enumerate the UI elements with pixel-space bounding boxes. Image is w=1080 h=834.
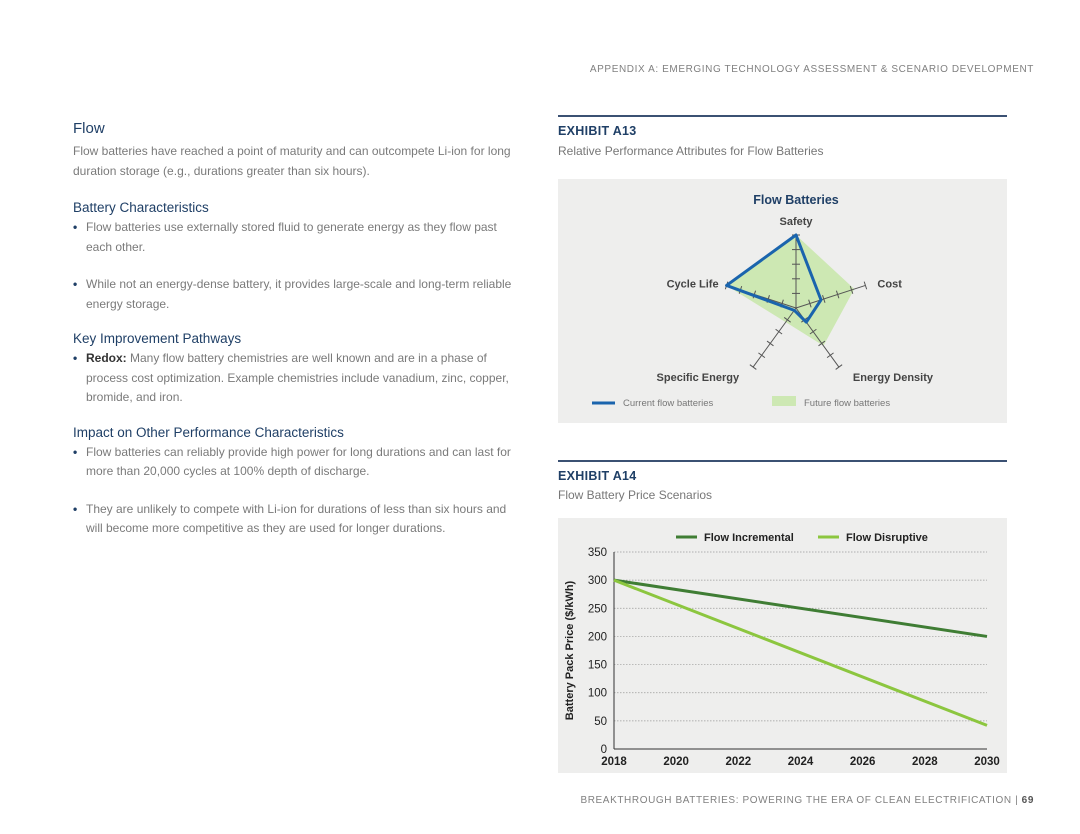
x-tick-label: 2028 <box>912 756 938 768</box>
exhibit-a13-subtitle: Relative Performance Attributes for Flow Batteries <box>558 144 824 158</box>
y-tick-label: 200 <box>587 631 607 644</box>
line-chart <box>558 518 1007 773</box>
legend-label: Flow Disruptive <box>846 532 928 544</box>
radar-chart <box>558 179 1007 423</box>
bullet-item: • Flow batteries use externally stored fluid to generate energy as they flow past each other. <box>73 218 525 257</box>
y-tick-label: 150 <box>587 659 607 672</box>
exhibit-a14-subtitle: Flow Battery Price Scenarios <box>558 488 713 502</box>
legend-label: Flow Incremental <box>704 532 794 544</box>
heading-battery-characteristics: Battery Characteristics <box>73 200 209 215</box>
bullet-item: • They are unlikely to compete with Li-ion for durations of less than six hours and will become more competitive as they are used for longer durations. <box>73 500 525 539</box>
x-tick-label: 2030 <box>974 756 1000 768</box>
radar-tick <box>767 341 773 346</box>
y-tick-label: 50 <box>594 715 607 728</box>
radar-axis-label: Cycle Life <box>666 278 719 291</box>
radar-axis-label: Specific Energy <box>656 372 740 385</box>
radar-tick <box>776 329 782 334</box>
legend-current-label: Current flow batteries <box>623 398 714 409</box>
bullet-item: • While not an energy-dense battery, it provides large-scale and long-term reliable energy storage. <box>73 275 525 314</box>
radar-axis-label: Cost <box>877 278 902 291</box>
section-title: Flow <box>73 120 105 137</box>
series-line-flow-disruptive <box>614 580 987 725</box>
radar-axis-label: Energy Density <box>852 372 934 385</box>
x-tick-label: 2026 <box>849 756 876 768</box>
left-column <box>73 120 525 539</box>
radar-tick <box>827 353 833 358</box>
x-tick-label: 2020 <box>663 756 689 768</box>
heading-impact: Impact on Other Performance Characteristics <box>73 424 344 440</box>
running-header: APPENDIX A: EMERGING TECHNOLOGY ASSESSMENT & SCENARIO DEVELOPMENT <box>589 64 1034 75</box>
radar-future-area <box>727 235 855 346</box>
radar-tick <box>836 365 842 370</box>
y-tick-label: 100 <box>587 687 607 700</box>
series-line-flow-incremental <box>614 580 987 636</box>
y-axis-label: Battery Pack Price ($/kWh) <box>564 580 576 721</box>
line-chart-panel <box>558 518 1007 773</box>
exhibit-a14-label: EXHIBIT A14 <box>558 469 637 483</box>
y-tick-label: 350 <box>587 547 607 559</box>
x-tick-label: 2022 <box>725 756 752 768</box>
radar-axis-line <box>753 308 796 367</box>
exhibit-a13-label: EXHIBIT A13 <box>558 124 637 138</box>
x-tick-label: 2024 <box>787 756 814 768</box>
y-tick-label: 300 <box>587 575 607 588</box>
page-number: 69 <box>1021 795 1034 806</box>
x-tick-label: 2018 <box>601 756 627 768</box>
legend-future-label: Future flow batteries <box>804 398 891 409</box>
exhibit-a13-rule <box>558 115 1007 117</box>
heading-key-improvement: Key Improvement Pathways <box>73 331 242 346</box>
exhibit-a14-rule <box>558 460 1007 462</box>
radar-tick <box>758 353 764 358</box>
radar-chart-title: Flow Batteries <box>753 193 839 207</box>
radar-chart-panel <box>558 179 1007 423</box>
running-footer: BREAKTHROUGH BATTERIES: POWERING THE ERA OF CLEAN ELECTRIFICATION | 69 <box>580 795 1034 806</box>
radar-tick <box>750 365 756 370</box>
y-tick-label: 250 <box>587 603 607 616</box>
y-tick-label: 0 <box>600 744 607 756</box>
bullet-item: • Flow batteries can reliably provide high power for long durations and can last for more than 20,000 cycles at 100% depth of discharge. <box>73 443 525 482</box>
legend-future-swatch <box>772 396 796 406</box>
radar-axis-label: Safety <box>779 216 813 228</box>
intro-paragraph: Flow batteries have reached a point of maturity and can outcompete Li-ion for long duration storage (e.g., durations greater than six hours). <box>73 144 511 178</box>
bullet-item: • Redox: Many flow battery chemistries are well known and are in a phase of process cost optimization. Example chemistries include vanadium, zinc, copper, bromide, and iron. <box>73 349 525 408</box>
